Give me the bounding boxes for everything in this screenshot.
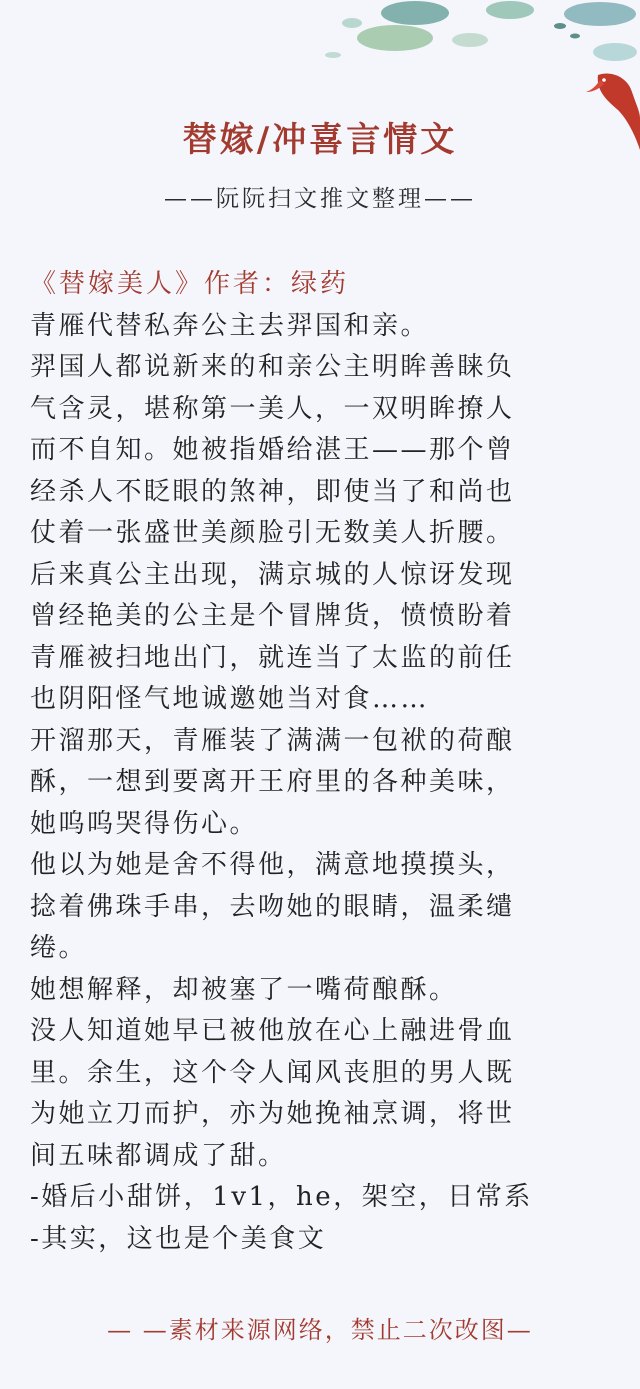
- synopsis-line: 经杀人不眨眼的煞神，即使当了和尚也: [30, 476, 515, 507]
- synopsis-line: 气含灵，堪称第一美人，一双明眸撩人: [30, 393, 515, 424]
- synopsis-line: 后来真公主出现，满京城的人惊讶发现: [30, 559, 515, 590]
- synopsis-line: 她想解释，却被塞了一嘴荷酿酥。: [30, 974, 458, 1005]
- synopsis-line: 开溜那天，青雁装了满满一包袱的荷酿: [30, 725, 515, 756]
- synopsis-line: 青雁代替私奔公主去羿国和亲。: [30, 310, 430, 341]
- synopsis-line: 为她立刀而护，亦为她挽袖烹调，将世: [30, 1099, 515, 1129]
- source-disclaimer: — —素材来源网络，禁止二次改图—: [107, 1316, 533, 1344]
- tag-line: -婚后小甜饼，1v1，he，架空，日常系: [30, 1182, 533, 1212]
- synopsis-line: 里。余生，这个令人闻风丧胆的男人既: [30, 1057, 515, 1088]
- synopsis-line: 羿国人都说新来的和亲公主明眸善睐负: [30, 352, 515, 382]
- synopsis-line: 她呜呜哭得伤心。: [30, 808, 259, 839]
- synopsis-line: 没人知道她早已被他放在心上融进骨血: [30, 1016, 515, 1046]
- synopsis-line: 绻。: [30, 933, 88, 963]
- page-subtitle: ——阮阮扫文推文整理——: [164, 186, 476, 212]
- book-title-author: 《替嫁美人》作者：绿药: [30, 269, 350, 299]
- book-entry: [30, 264, 610, 1260]
- synopsis-line: 他以为她是舍不得他，满意地摸摸头，: [30, 850, 515, 880]
- synopsis-line: 曾经艳美的公主是个冒牌货，愤愤盼着: [30, 601, 515, 631]
- synopsis-line: 酥，一想到要离开王府里的各种美味，: [30, 767, 515, 797]
- synopsis-line: 也阴阳怪气地诚邀她当对食……: [30, 684, 430, 714]
- synopsis-line: 而不自知。她被指婚给湛王——那个曾: [30, 435, 515, 465]
- tag-line: -其实，这也是个美食文: [30, 1223, 327, 1254]
- page-title: 替嫁/冲喜言情文: [182, 120, 458, 160]
- synopsis-line: 青雁被扫地出门，就连当了太监的前任: [30, 642, 515, 673]
- synopsis-line: 间五味都调成了甜。: [30, 1140, 287, 1171]
- synopsis-line: 捻着佛珠手串，去吻她的眼睛，温柔缱: [30, 891, 515, 922]
- synopsis-line: 仗着一张盛世美颜脸引无数美人折腰。: [30, 518, 515, 548]
- lotus-leaf-icon: [325, 1, 637, 61]
